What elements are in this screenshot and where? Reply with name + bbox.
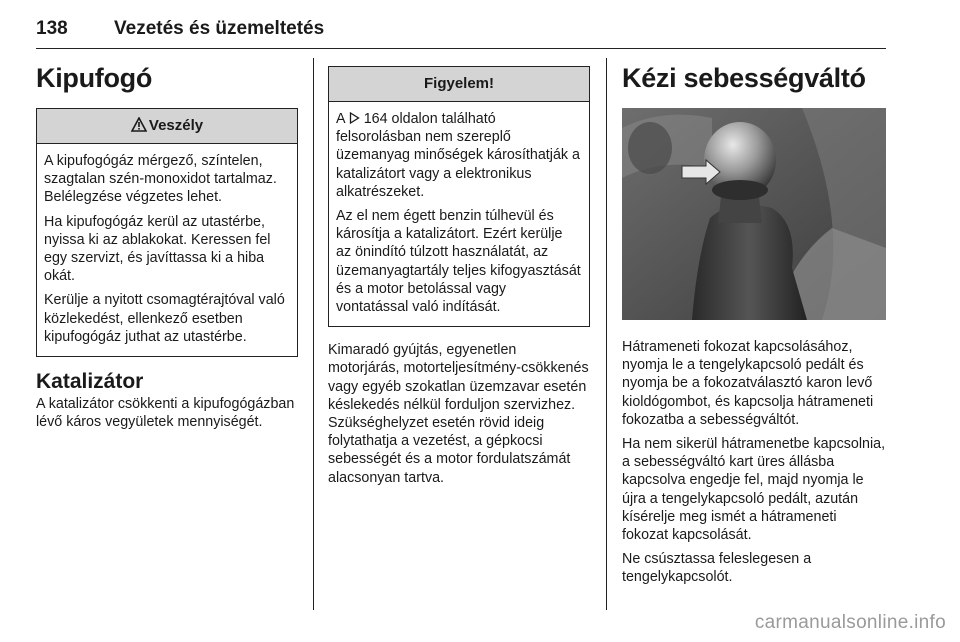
danger-box-header xyxy=(37,109,297,144)
danger-paragraph: A kipufogógáz mérgező, színtelen, szagtalan szén-monoxidot tartalmaz. Belélegzése végzetes lehet. xyxy=(44,153,277,206)
page-number: 138 xyxy=(36,18,68,39)
notice-paragraph: Az el nem égett benzin túlhevül és károsítja a katalizátort. Ezért kerülje az önindító túlzott használatát, az üzemanyagtartály teljes kifogyasztását és a motor betolással vagy vontatással való indítását. xyxy=(336,208,581,316)
section-title: Vezetés és üzemeltetés xyxy=(114,18,325,39)
danger-box-title: Veszély xyxy=(148,117,204,134)
watermark: carmanualsonline.info xyxy=(754,612,946,633)
column-2 xyxy=(328,58,590,493)
column-divider xyxy=(313,58,314,610)
service-text: Kimaradó gyújtás, egyenetlen motorjárás, motorteljesítmény-csökkenés vagy egyéb szokatlan üzemzavar esetén késlekedés nélkül forduljon szervizhez. Szükséghelyzet esetén rövid ideig folytathatja a vezetést, a gépkocsi sebességét és a motor fordulatszámát alacsonyan tartva. xyxy=(328,342,589,486)
clutch-text: Ne csúsztassa feleslegesen a tengelykapcsolót. xyxy=(622,551,812,586)
notice-box-body xyxy=(329,102,589,326)
notice-text: 164 oldalon található felsorolásban nem szereplő üzemanyag minőségek károsíthatják a katalizátort vagy a elektronikus alkatrészeket. xyxy=(336,111,580,200)
reverse-gear-text: Hátrameneti fokozat kapcsolásához, nyomja le a tengelykapcsoló pedált és nyomja be a fokozatválasztó karon levő kioldógombot, és kapcsolja hátrameneti fokozatba a sebességváltót. xyxy=(622,339,874,428)
danger-box-body xyxy=(37,144,297,356)
heading-kezi-sebessegvalto: Kézi sebességváltó xyxy=(622,63,866,93)
reverse-gear-retry-text: Ha nem sikerül hátramenetbe kapcsolnia, a sebességváltó kart üres állásba kapcsolva engedje fel, majd nyomja le újra a tengelykapcsoló pedált, azután kísérelje meg ismét a hátrameneti fokozat kapcsolását. xyxy=(622,436,886,544)
column-1 xyxy=(36,58,298,437)
notice-box-header: Figyelem! xyxy=(329,67,589,102)
danger-paragraph: Ha kipufogógáz kerül az utastérbe, nyissa ki az ablakokat. Keressen fel egy szervizt, és javíttassa ki a hiba okát. xyxy=(44,213,271,285)
notice-box xyxy=(328,66,590,327)
column-divider xyxy=(606,58,607,610)
heading-kipufogo: Kipufogó xyxy=(36,63,153,93)
notice-text: A xyxy=(336,111,349,127)
danger-box xyxy=(36,108,298,357)
gear-shift-photo xyxy=(622,108,886,320)
katalizator-text: A katalizátor csökkenti a kipufogógázban lévő káros vegyületek mennyiségét. xyxy=(36,396,295,431)
column-3 xyxy=(622,58,886,593)
danger-paragraph: Kerülje a nyitott csomagtérajtóval való közlekedést, ellenkező esetben kipufogógáz juthat az utastérbe. xyxy=(44,292,285,345)
warning-triangle-icon xyxy=(131,117,147,132)
page-header xyxy=(36,10,886,49)
notice-paragraph xyxy=(336,110,581,201)
reference-triangle-icon[interactable] xyxy=(349,112,360,124)
heading-katalizator: Katalizátor xyxy=(36,370,144,394)
